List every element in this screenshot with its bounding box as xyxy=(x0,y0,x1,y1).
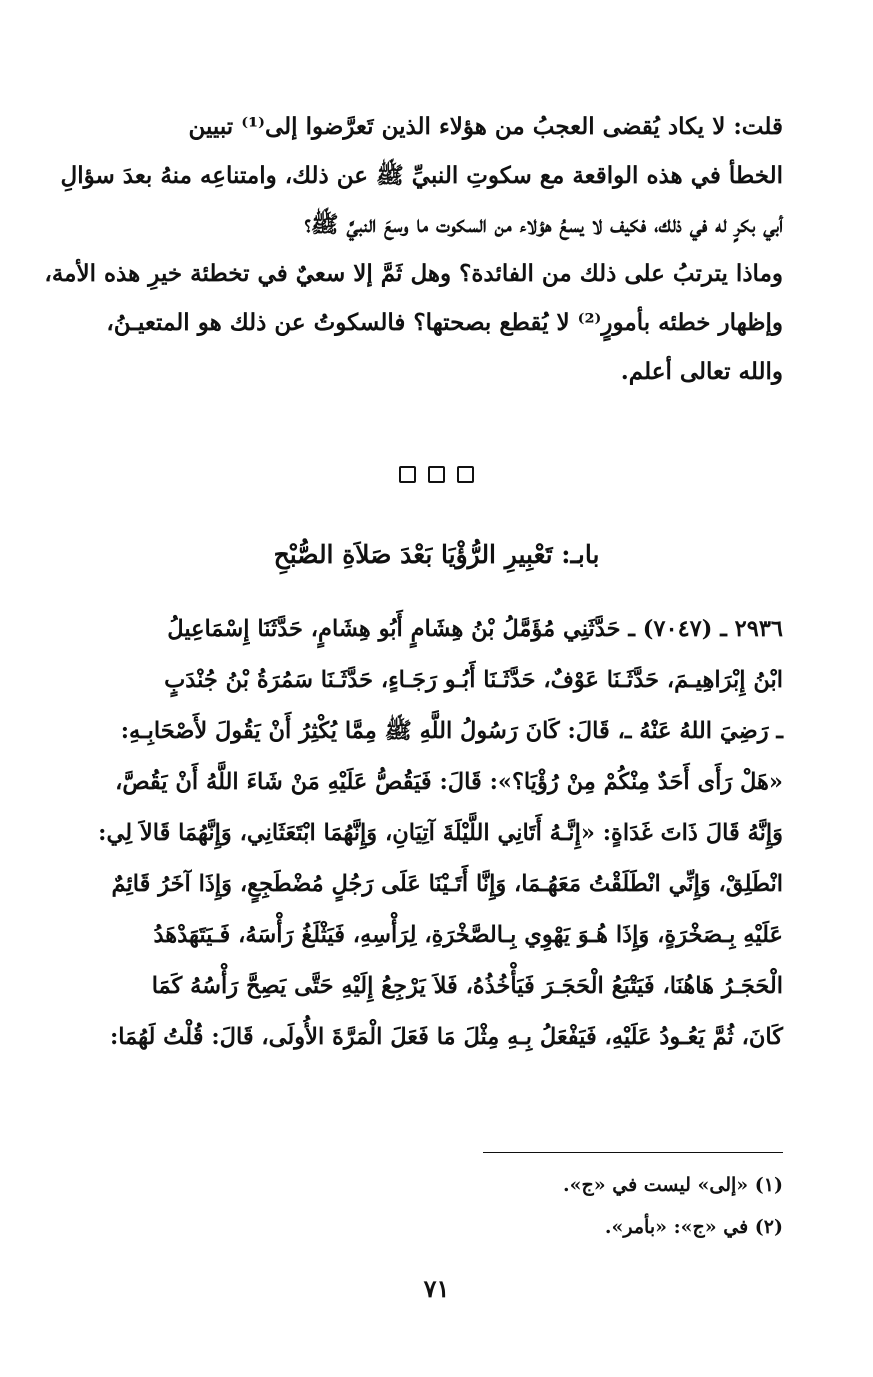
separator-square-icon xyxy=(457,466,474,483)
paragraph-line: قلت: لا يكاد يُقضى العجبُ من هؤلاء الذين تَعرَّضوا إلى⁽¹⁾ تبيين xyxy=(188,113,783,140)
hadith-line: انْطَلِقْ، وَإِنِّي انْطَلَقْتُ مَعَهُـمَا، وَإِنَّا أَتَـيْنَا عَلَى رَجُلٍ مُضْطَجِعٍ، وَإِذَا آخَرُ قَائِمٌ xyxy=(111,871,783,897)
hadith-line: ابْنُ إِبْرَاهِيـمَ، حَدَّثَـنَا عَوْفٌ، حَدَّثَـنَا أَبُـو رَجَـاءٍ، حَدَّثَـنَا سَمُرَةُ بْنُ جُنْدَبٍ xyxy=(164,667,783,693)
section-separator xyxy=(0,466,873,487)
paragraph-line: أبي بكرٍ له في ذلك، فكيف لا يسعُ هؤلاء من السكوت ما وسعَ النبيَّ ﷺ؟ xyxy=(304,211,783,238)
hadith-line: ٢٩٣٦ ـ (٧٠٤٧) ـ حَدَّثَنِي مُؤَمَّلُ بْنُ هِشَامٍ أَبُو هِشَامٍ، حَدَّثَنَا إِسْمَاعِيلُ xyxy=(167,616,783,642)
hadith-line: ـ رَضِيَ اللهُ عَنْهُ ـ، قَالَ: كَانَ رَسُولُ اللَّهِ ﷺ مِمَّا يُكْثِرُ أَنْ يَقُولَ لأَصْحَابِـهِ: xyxy=(120,718,783,744)
footnote-1: (١) «إلى» ليست في «ج». xyxy=(563,1174,783,1196)
footnotes xyxy=(70,1164,783,1248)
paragraph-line: والله تعالى أعلم. xyxy=(620,358,783,385)
page-number: ٧١ xyxy=(423,1274,450,1303)
commentary-paragraph xyxy=(44,102,783,396)
paragraph-line: وماذا يترتبُ على ذلك من الفائدة؟ وهل ثَمَّ إلا سعيٌ في تخطئة خيرِ هذه الأمة، xyxy=(44,260,783,287)
paragraph-line: الخطأ في هذه الواقعة مع سكوتِ النبيِّ ﷺ عن ذلك، وامتناعِه منهُ بعدَ سؤالِ xyxy=(60,162,783,189)
separator-square-icon xyxy=(428,466,445,483)
footnote-2: (٢) في «ج»: «بأمر». xyxy=(604,1216,783,1238)
chapter-heading: بابـ: تَعْبِيرِ الرُّؤْيَا بَعْدَ صَلاَةِ الصُّبْحِ xyxy=(273,540,600,569)
hadith-line: «هَلْ رَأَى أَحَدٌ مِنْكُمْ مِنْ رُؤْيَا؟»: قَالَ: فَيَقُصُّ عَلَيْهِ مَنْ شَاءَ اللَّهُ أَنْ يَقُصَّ، xyxy=(115,769,783,795)
footnote-divider xyxy=(483,1152,783,1153)
hadith-line: وَإِنَّهُ قَالَ ذَاتَ غَدَاةٍ: «إِنَّـهُ أَتَانِي اللَّيْلَةَ آتِيَانِ، وَإِنَّهُمَا ابْتَعَثَانِي، وَإِنَّهُمَا قَالاَ لِي: xyxy=(98,820,783,846)
separator-square-icon xyxy=(399,466,416,483)
paragraph-line: وإظهار خطئه بأمورٍ⁽²⁾ لا يُقطع بصحتها؟ فالسكوتُ عن ذلك هو المتعيـنُ، xyxy=(106,309,783,336)
hadith-line: عَلَيْهِ بِـصَخْرَةٍ، وَإِذَا هُـوَ يَهْوِي بِـالصَّخْرَةِ، لِرَأْسِهِ، فَيَثْلَغُ رَأْسَهُ، فَـيَتَهَدْهَدُ xyxy=(153,922,783,948)
hadith-line: كَانَ، ثُمَّ يَعُـودُ عَلَيْهِ، فَيَفْعَلُ بِـهِ مِثْلَ مَا فَعَلَ الْمَرَّةَ الأُولَى، قَالَ: قُلْتُ لَهُمَا: xyxy=(109,1024,783,1050)
hadith-line: الْحَجَـرُ هَاهُنَا، فَيَتْبَعُ الْحَجَـرَ فَيَأْخُذُهُ، فَلاَ يَرْجِعُ إِلَيْهِ حَتَّى يَصِحَّ رَأْسُهُ كَمَا xyxy=(151,973,783,999)
hadith-text xyxy=(70,604,783,1063)
